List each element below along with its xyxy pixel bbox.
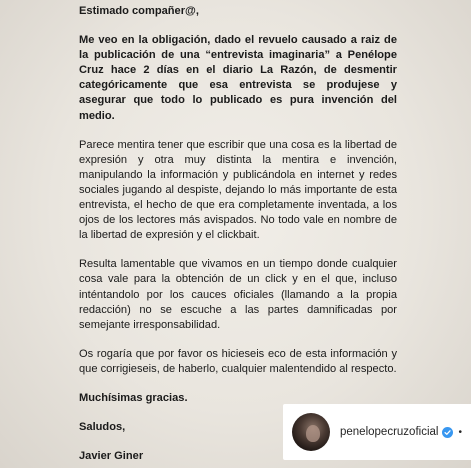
letter-paragraph-2: Parece mentira tener que escribir que una cosa es la libertad de expresión y otra muy distinta la mentira e invención, manipulando la información y publicándola en internet y redes sociales jugando al despiste, dejando lo más importante de esta entrevista, el hecho de que era completamente inventada, a los ojos de los lectores más avispados. No todo vale en nombre de la libertad de expresión y el clickbait. — [79, 138, 397, 242]
letter-closing: Saludos, — [79, 421, 126, 434]
letter-greeting: Estimado compañer@, — [79, 5, 199, 17]
letter-paragraph-3: Resulta lamentable que vivamos en un tiempo donde cualquier cosa vale para la obtención de un click y en el que, incluso inténtandolo por los cauces oficiales (llamando a la propia redacción) no se escuche a las partes damnificadas por semejante irresponsabilidad. — [79, 258, 397, 331]
letter-paragraph-1: Me veo en la obligación, dado el revuelo causado a raiz de la publicación de una “entrevista imaginaria” a Penélope Cruz hace 2 días en el diario La Razón, de desmentir categóricamente que esa entrevista se produjese y asegurar que todo lo publicado es pura invención del medio. — [79, 34, 397, 122]
letter-thanks: Muchísimas gracias. — [79, 391, 188, 404]
avatar[interactable] — [292, 413, 330, 451]
letter-paragraph-4: Os rogaría que por favor os hicieseis eco de esta información y que corrigieseis, de haberlo, cualquier malentendido al respecto. — [79, 347, 397, 375]
letter-body — [79, 4, 397, 464]
instagram-username[interactable]: penelopecruzoficial — [340, 426, 439, 438]
instagram-account-tag[interactable] — [283, 404, 471, 460]
letter-signature: Javier Giner — [79, 450, 144, 463]
separator-dot: • — [458, 426, 462, 438]
verified-badge-icon — [442, 427, 453, 438]
